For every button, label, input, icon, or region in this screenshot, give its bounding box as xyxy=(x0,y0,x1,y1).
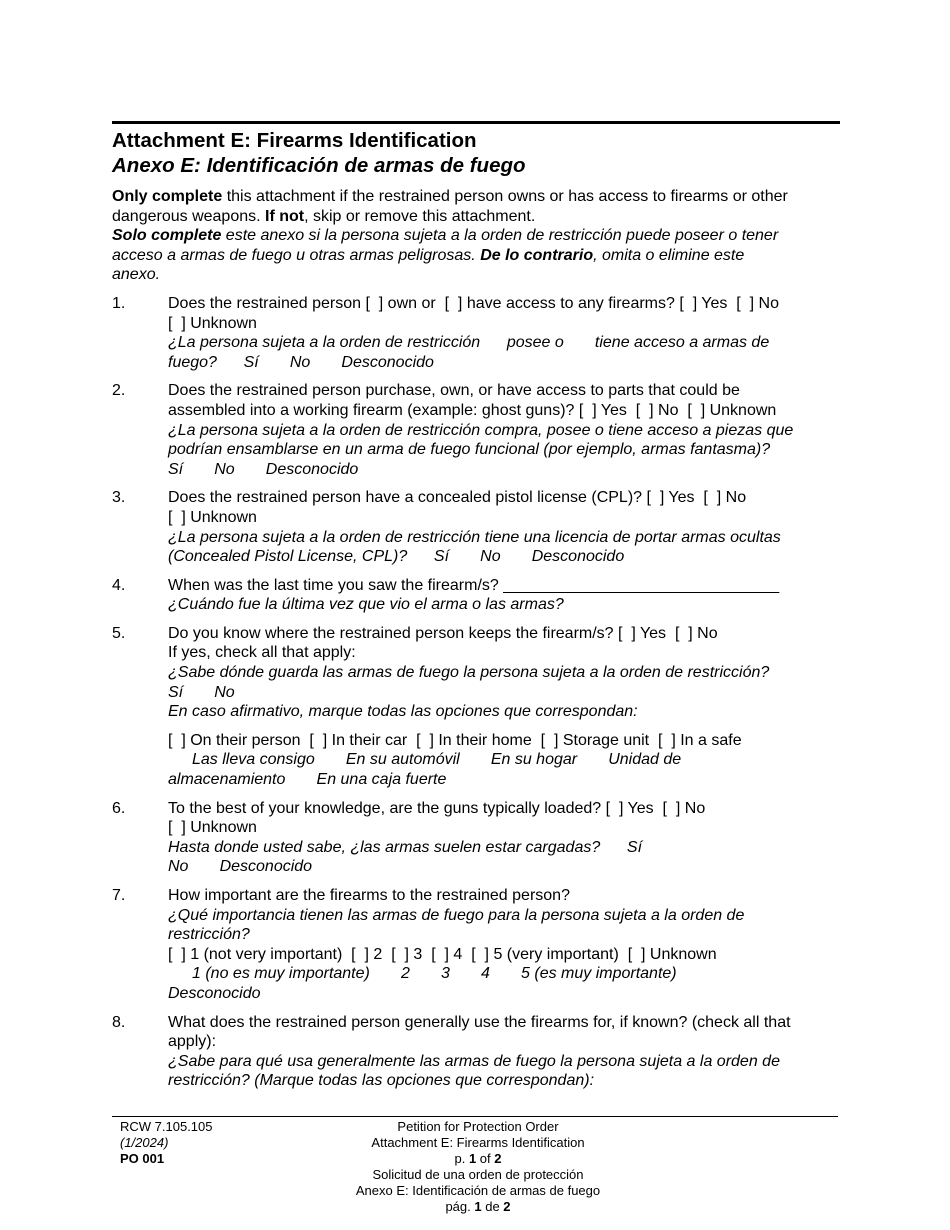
question-text-line: To the best of your knowledge, are the guns typically loaded? [ ] Yes [ ] No xyxy=(168,799,706,817)
question-body xyxy=(168,799,840,877)
form-page xyxy=(112,121,840,1091)
question-number: 1. xyxy=(112,294,126,312)
intro-line-2b: , skip or remove this attachment. xyxy=(304,207,536,225)
intro-bold-2: If not xyxy=(265,207,305,225)
footer-date: (1/2024) xyxy=(120,1135,169,1150)
intro-es-line-3: anexo. xyxy=(112,266,161,284)
question-text-es-line: No Desconocido xyxy=(168,858,313,876)
question-text-line: [ ] Unknown xyxy=(168,314,257,332)
intro-line-2a: dangerous weapons. xyxy=(112,207,265,225)
question-body xyxy=(168,576,840,615)
question-text-es-line: Sí No xyxy=(168,683,235,701)
footer-form-title: Petition for Protection Order xyxy=(397,1119,559,1134)
intro-es-line-2b: , omita o elimine este xyxy=(593,246,745,264)
question-text-line: assembled into a working firearm (example: ghost guns)? [ ] Yes [ ] No [ ] Unknown xyxy=(168,401,777,419)
intro-es-line-2a: acceso a armas de fuego u otras armas peligrosas. xyxy=(112,246,481,264)
footer-page-es: 1 xyxy=(474,1199,482,1214)
intro-line-1: this attachment if the restrained person owns or has access to firearms or other xyxy=(222,188,788,205)
title-es-prefix: Anexo E xyxy=(112,154,195,177)
question-text-line: If yes, check all that apply: xyxy=(168,644,356,662)
question-4 xyxy=(112,576,840,615)
footer-total: 2 xyxy=(494,1151,502,1166)
intro-bold-1: Only complete xyxy=(112,188,223,205)
question-text-es-line: Sí No Desconocido xyxy=(168,460,359,478)
page-footer xyxy=(112,1116,838,1214)
question-body xyxy=(168,1013,840,1091)
question-number: 3. xyxy=(112,489,126,507)
question-text-line: Does the restrained person [ ] own or [ ] have access to any firearms? [ ] Yes [ ] No xyxy=(168,294,779,312)
question-number: 6. xyxy=(112,799,126,817)
question-text-line: Does the restrained person have a concealed pistol license (CPL)? [ ] Yes [ ] No xyxy=(168,489,747,507)
footer-page: 1 xyxy=(468,1151,477,1166)
footer-p-label: p. xyxy=(454,1151,469,1166)
question-body xyxy=(168,488,840,566)
intro-text xyxy=(112,187,840,285)
question-text-line: What does the restrained person generally use the firearms for, if known? (check all that xyxy=(168,1013,791,1031)
question-2 xyxy=(112,381,840,479)
footer-center xyxy=(112,1119,844,1215)
question-body xyxy=(168,886,840,1004)
footer-attachment-title: Attachment E: Firearms Identification xyxy=(371,1135,585,1150)
question-3 xyxy=(112,488,840,566)
location-options: [ ] On their person [ ] In their car [ ] In their home [ ] Storage unit [ ] In a safe xyxy=(168,731,742,749)
question-text-es-line: restricción? (Marque todas las opciones que correspondan): xyxy=(168,1072,595,1090)
title-english: Attachment E: Firearms Identification xyxy=(112,129,477,152)
question-number: 2. xyxy=(112,382,126,400)
footer-page-number-es xyxy=(112,1199,844,1215)
question-text-es-line: restricción? xyxy=(168,926,250,944)
footer-pag-label: pág. xyxy=(445,1199,475,1214)
question-text-es-line: podrían ensamblarse en un arma de fuego funcional (por ejemplo, armas fantasma)? xyxy=(168,441,771,459)
question-5 xyxy=(112,624,840,790)
intro-es-bold-2: De lo contrario xyxy=(480,246,594,264)
title-prefix: Attachment E xyxy=(112,129,245,152)
question-number: 7. xyxy=(112,887,126,904)
title-text: Firearms Identification xyxy=(256,129,477,152)
importance-scale-es-unknown: Desconocido xyxy=(168,984,261,1002)
location-options-es: Las lleva consigo En su automóvil En su hogar Unidad de xyxy=(192,751,682,769)
question-text-line: How important are the firearms to the restrained person? xyxy=(168,887,570,904)
top-rule xyxy=(112,121,840,124)
title-es-text: Identificación de armas de fuego xyxy=(206,154,526,177)
footer-page-number xyxy=(112,1151,844,1167)
question-text-es-line: ¿La persona sujeta a la orden de restricción compra, posee o tiene acceso a piezas que xyxy=(168,421,794,439)
question-text-es-line: ¿La persona sujeta a la orden de restricción tiene una licencia de portar armas ocultas xyxy=(168,528,781,546)
question-number: 4. xyxy=(112,576,126,594)
question-text-es-line: ¿Sabe para qué usa generalmente las armas de fuego la persona sujeta a la orden de xyxy=(168,1052,780,1070)
question-6 xyxy=(112,799,840,877)
question-text-es-line: ¿Cuándo fue la última vez que vio el arma o las armas? xyxy=(168,596,564,614)
importance-scale-options: [ ] 1 (not very important) [ ] 2 [ ] 3 [ ] 4 [ ] 5 (very important) [ ] Unknown xyxy=(168,945,717,963)
question-text-es-line: En caso afirmativo, marque todas las opciones que correspondan: xyxy=(168,703,638,721)
location-options-es-2: almacenamiento En una caja fuerte xyxy=(168,771,447,789)
question-7 xyxy=(112,886,840,1004)
question-text-line: Do you know where the restrained person keeps the firearm/s? [ ] Yes [ ] No xyxy=(168,624,718,642)
question-text-line: [ ] Unknown xyxy=(168,819,257,837)
question-1 xyxy=(112,294,840,372)
question-text-line: When was the last time you saw the firearm/s? _______________________________ xyxy=(168,576,780,594)
question-text-es-line: ¿Sabe dónde guarda las armas de fuego la persona sujeta a la orden de restricción? xyxy=(168,664,770,682)
spacer xyxy=(168,722,840,731)
question-body xyxy=(168,381,840,479)
question-body xyxy=(168,624,840,790)
question-text-es-line: Hasta donde usted sabe, ¿las armas suelen estar cargadas? Sí xyxy=(168,838,643,856)
question-text-es-line: (Concealed Pistol License, CPL)? Sí No Desconocido xyxy=(168,548,625,566)
footer-attachment-title-es: Anexo E: Identificación de armas de fuego xyxy=(355,1183,601,1198)
question-text-line: [ ] Unknown xyxy=(168,508,257,526)
question-text-es-line: fuego? Sí No Desconocido xyxy=(168,353,434,371)
intro-es-line-1: este anexo si la persona sujeta a la orden de restricción puede poseer o tener xyxy=(221,227,779,245)
footer-de: de xyxy=(481,1199,504,1214)
question-number: 8. xyxy=(112,1013,126,1031)
question-number: 5. xyxy=(112,624,126,642)
title-spanish: Anexo E: Identificación de armas de fuego xyxy=(112,154,526,177)
footer-form-number: PO 001 xyxy=(120,1151,165,1166)
question-8 xyxy=(112,1013,840,1091)
importance-scale-es: 1 (no es muy importante) 2 3 4 5 (es muy importante) xyxy=(192,965,677,983)
question-list xyxy=(112,294,840,1091)
question-text-es-line: ¿Qué importancia tienen las armas de fuego para la persona sujeta a la orden de xyxy=(168,906,745,924)
question-text-es-line: ¿La persona sujeta a la orden de restricción posee o tiene acceso a armas de xyxy=(168,334,770,352)
question-text-line: Does the restrained person purchase, own, or have access to parts that could be xyxy=(168,382,740,400)
footer-form-title-es: Solicitud de una orden de protección xyxy=(372,1167,584,1182)
footer-rcw: RCW 7.105.105 xyxy=(120,1119,213,1134)
footer-total-es: 2 xyxy=(503,1199,511,1214)
question-body xyxy=(168,294,840,372)
question-text-line: apply): xyxy=(168,1033,217,1051)
intro-es-bold-1: Solo complete xyxy=(112,227,222,245)
footer-of: of xyxy=(476,1151,495,1166)
